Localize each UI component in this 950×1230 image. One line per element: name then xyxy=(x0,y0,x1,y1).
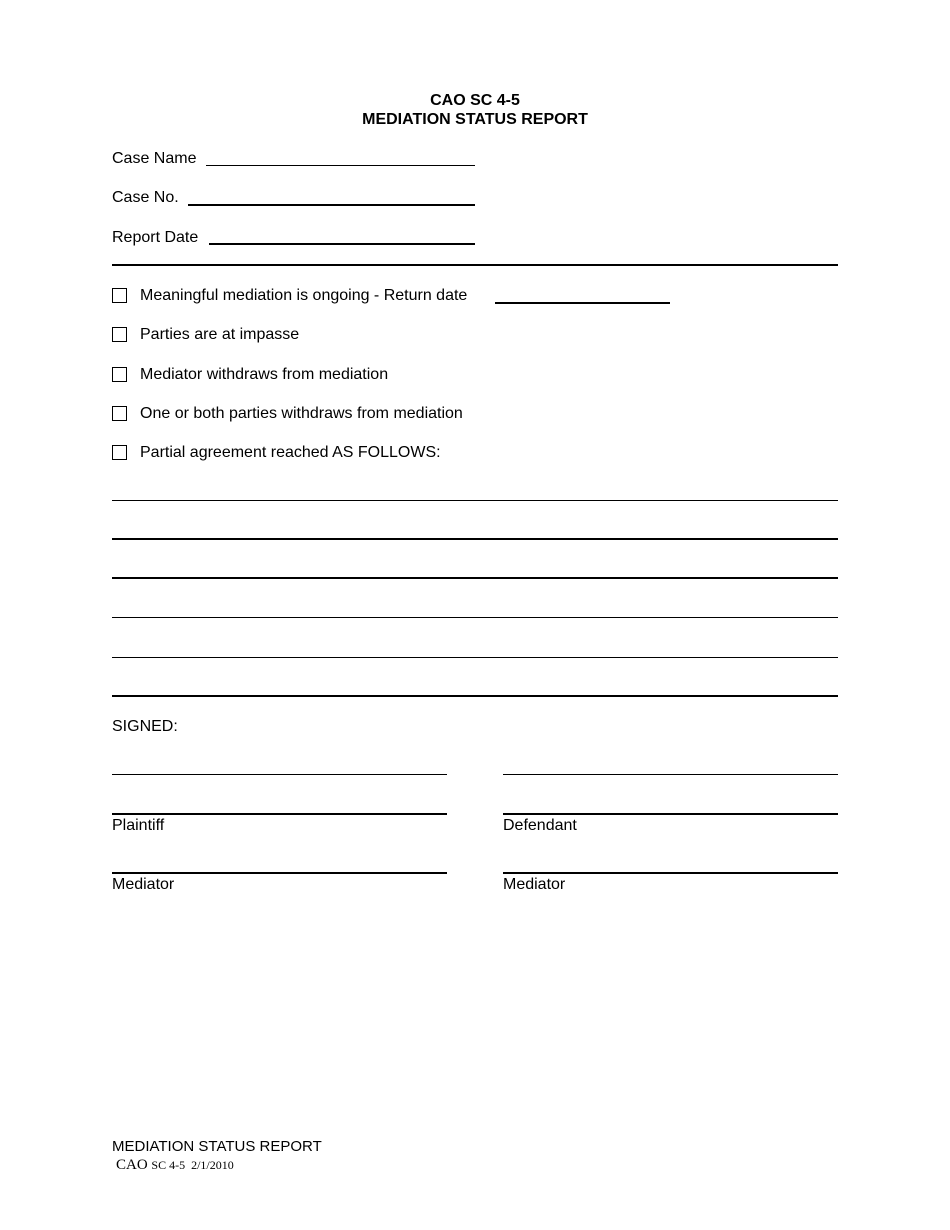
plaintiff-signature-line[interactable] xyxy=(112,813,447,815)
option-partial-agreement-checkbox[interactable] xyxy=(112,445,127,460)
option-impasse-label: Parties are at impasse xyxy=(140,326,300,343)
case-name-label: Case Name xyxy=(112,150,197,167)
plaintiff-label: Plaintiff xyxy=(112,817,165,834)
option-partial-agreement-label: Partial agreement reached AS FOLLOWS: xyxy=(140,444,441,461)
case-no-label: Case No. xyxy=(112,189,179,206)
signed-label: SIGNED: xyxy=(112,718,178,735)
case-no-field[interactable] xyxy=(188,204,475,206)
report-date-field[interactable] xyxy=(209,243,475,245)
option-mediator-withdraws-checkbox[interactable] xyxy=(112,367,127,382)
defendant-label: Defendant xyxy=(503,817,577,834)
agreement-line[interactable] xyxy=(112,657,838,658)
option-parties-withdraw-label: One or both parties withdraws from mediation xyxy=(140,405,463,422)
footer-title: MEDIATION STATUS REPORT xyxy=(112,1138,322,1155)
report-date-label: Report Date xyxy=(112,229,199,246)
section-divider xyxy=(112,264,838,266)
agreement-line[interactable] xyxy=(112,500,838,501)
page-title: MEDIATION STATUS REPORT xyxy=(362,111,588,128)
agreement-line[interactable] xyxy=(112,695,838,697)
signature-line-right-1[interactable] xyxy=(503,774,838,775)
option-impasse-checkbox[interactable] xyxy=(112,327,127,342)
return-date-field[interactable] xyxy=(495,302,670,304)
option-mediator-withdraws-label: Mediator withdraws from mediation xyxy=(140,366,389,383)
agreement-line[interactable] xyxy=(112,577,838,579)
option-parties-withdraw-checkbox[interactable] xyxy=(112,406,127,421)
agreement-line[interactable] xyxy=(112,538,838,540)
form-code: CAO SC 4-5 xyxy=(430,92,520,109)
mediator-left-label: Mediator xyxy=(112,876,175,893)
option-ongoing-checkbox[interactable] xyxy=(112,288,127,303)
footer-code-rest: SC 4-5 2/1/2010 xyxy=(151,1158,234,1172)
defendant-signature-line[interactable] xyxy=(503,813,838,815)
mediator-right-label: Mediator xyxy=(503,876,566,893)
agreement-line[interactable] xyxy=(112,617,838,618)
signature-line-left-1[interactable] xyxy=(112,774,447,775)
mediator-right-signature-line[interactable] xyxy=(503,872,838,874)
footer-code xyxy=(116,1157,234,1173)
footer-code-prefix: CAO xyxy=(116,1157,148,1173)
mediator-left-signature-line[interactable] xyxy=(112,872,447,874)
option-ongoing-label: Meaningful mediation is ongoing - Return date xyxy=(140,287,468,304)
case-name-field[interactable] xyxy=(206,165,475,166)
